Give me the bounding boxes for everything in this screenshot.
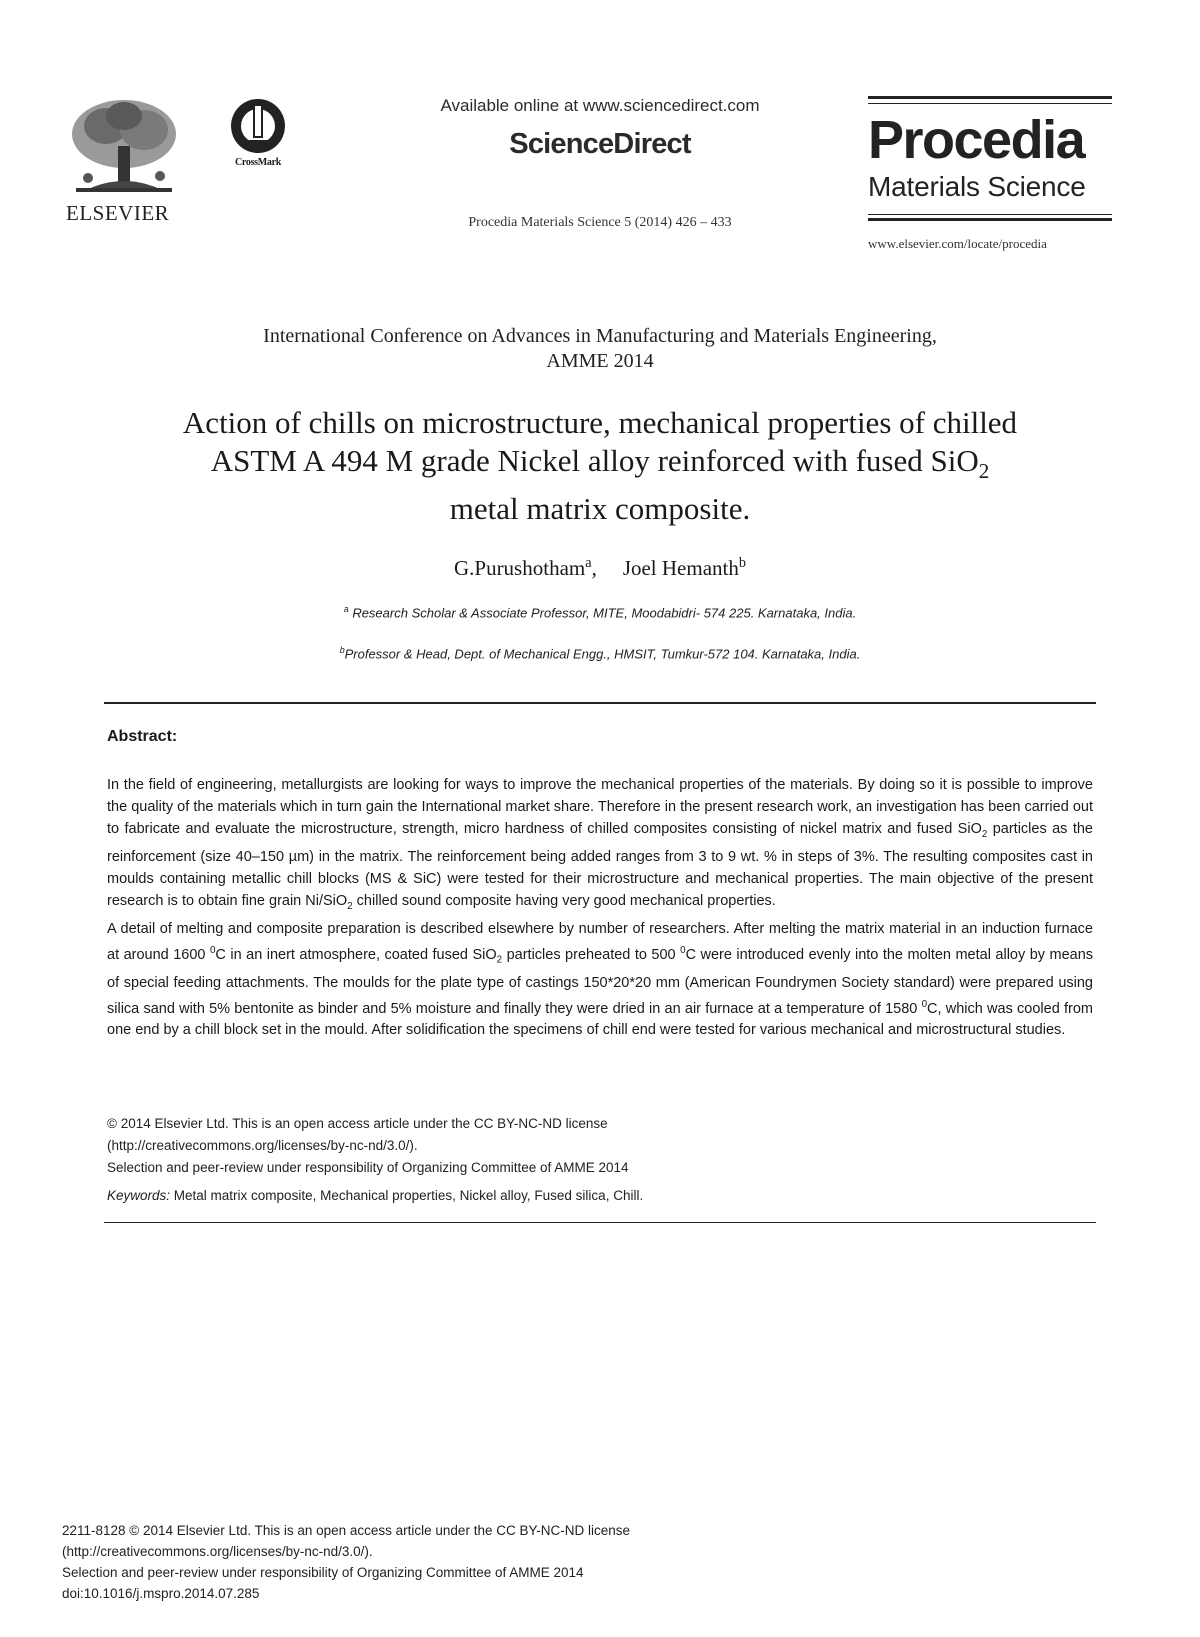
license-link[interactable]: (http://creativecommons.org/licenses/by-nc-nd/3.0/). [107,1138,418,1153]
superscript: 0 [921,998,928,1010]
banner-rule [868,96,1112,99]
elsevier-tree-icon [66,96,182,196]
abstract-text: chilled sound composite having very good mechanical properties. [352,892,776,909]
keywords-text: Metal matrix composite, Mechanical properties, Nickel alloy, Fused silica, Chill. [170,1188,644,1203]
author-name: G.Purushotham [453,556,586,580]
abstract-paragraph [107,774,1093,918]
copyright-line: © 2014 Elsevier Ltd. This is an open access article under the CC BY-NC-ND license [107,1116,608,1131]
footer-peer-review: Selection and peer-review under responsibility of Organizing Committee of AMME 2014 [62,1565,584,1580]
paper-title [80,404,1120,528]
banner-rule [868,103,1112,104]
affiliation-text: Research Scholar & Associate Professor, MITE, Moodabidri- 574 225. Karnataka, India. [348,605,857,621]
crossmark-badge[interactable] [222,96,294,168]
superscript: 0 [209,944,216,956]
available-online-line: Available online at www.sciencedirect.com [440,96,760,115]
abstract-text: C were introduced evenly into the molten metal alloy by means of special feeding attachments. The moulds for the plate type of castings 150*20*20 mm (American Foundrymen Society standard) were prepared using silica sand with 5% bentonite as binder and 5% moisture and finally they were dried in an air furnace at a temperature of 1580 [107,946,1094,1017]
footer-license-link[interactable]: (http://creativecommons.org/licenses/by-nc-nd/3.0/). [62,1544,373,1559]
affiliation-a [100,604,1100,620]
abstract-text: In the field of engineering, metallurgists are looking for ways to improve the mechanical properties of the materials. By doing so it is possible to improve the quality of the materials which in turn gain the International market share. Therefore in the present research work, an investigation has been carried out to fabricate and evaluate the microstructure, strength, micro hardness of chilled composites consisting of nickel matrix and fused SiO [107,777,1093,837]
section-divider [104,1222,1096,1223]
sciencedirect-wordmark: ScienceDirect [509,128,691,160]
abstract-body [107,774,1093,1041]
affiliation-mark: b [339,645,345,655]
keywords-line [107,1188,643,1203]
subscript: 2 [981,828,988,840]
keywords-label: Keywords: [107,1188,171,1203]
title-line-2 [80,442,1120,490]
author-name: Joel Hemanth [622,556,739,580]
abstract-text: C, which was cooled from one end by a chill block set in the mould. After solidification the specimens of chill end were tested for various mechanical and microstructural studies. [107,1000,1093,1039]
abstract-text: A detail of melting and composite preparation is described elsewhere by number of researchers. After melting the matrix material in an induction furnace at around 1600 [107,920,1093,963]
author-list [100,555,1100,581]
crossmark-label: CrossMark [234,157,281,168]
footer-doi[interactable]: doi:10.1016/j.mspro.2014.07.285 [62,1586,260,1601]
section-divider [104,702,1096,704]
abstract-text: particles preheated to 500 [502,946,681,963]
abstract-text: particles as the reinforcement (size 40–150 µm) in the matrix. The reinforcement being added ranges from 3 to 9 wt. % in steps of 3%. The resulting composites cast in moulds containing metallic chill blocks (MS & SiC) were tested for their microstructure and mechanical properties. The main objective of the present research is to obtain fine grain Ni/SiO [107,821,1093,909]
subscript: 2 [496,954,503,966]
superscript: 0 [680,944,686,956]
conference-line-2: AMME 2014 [546,350,654,372]
title-line-1: Action of chills on microstructure, mechanical properties of chilled [182,405,1018,440]
journal-reference: Procedia Materials Science 5 (2014) 426 – 433 [468,215,732,230]
author-affiliation-mark: b [738,555,747,571]
title-line-3: metal matrix composite. [449,491,751,527]
conference-name [100,324,1100,374]
procedia-journal-banner [868,96,1112,225]
crossmark-icon [226,96,290,156]
author-separator: , [591,556,597,580]
affiliation-b [100,645,1100,661]
conference-line-1: International Conference on Advances in Manufacturing and Materials Engineering, [263,325,937,347]
journal-name: Procedia [868,110,1085,170]
banner-rule [868,214,1112,215]
peer-review-line: Selection and peer-review under responsibility of Organizing Committee of AMME 2014 [107,1160,629,1175]
banner-rule [868,218,1112,221]
footer-issn-line: 2211-8128 © 2014 Elsevier Ltd. This is an open access article under the CC BY-NC-ND license [62,1523,630,1538]
affiliation-mark: a [343,604,349,614]
journal-subject: Materials Science [868,171,1086,202]
abstract-paragraph [107,918,1093,1042]
title-line-2-text: ASTM A 494 M grade Nickel alloy reinforced with fused SiO [210,443,979,478]
subscript: 2 [347,900,353,912]
abstract-text: C in an inert atmosphere, coated fused SiO [215,946,497,963]
abstract-heading: Abstract: [107,728,178,745]
elsevier-wordmark: ELSEVIER [66,201,170,225]
journal-url[interactable]: www.elsevier.com/locate/procedia [868,236,1047,251]
affiliation-text: Professor & Head, Dept. of Mechanical Engg., HMSIT, Tumkur-572 104. Karnataka, India. [344,646,861,662]
copyright-notice [107,1113,1007,1179]
author-affiliation-mark: a [585,555,592,571]
page-footer [62,1520,962,1604]
title-subscript: 2 [978,459,990,484]
